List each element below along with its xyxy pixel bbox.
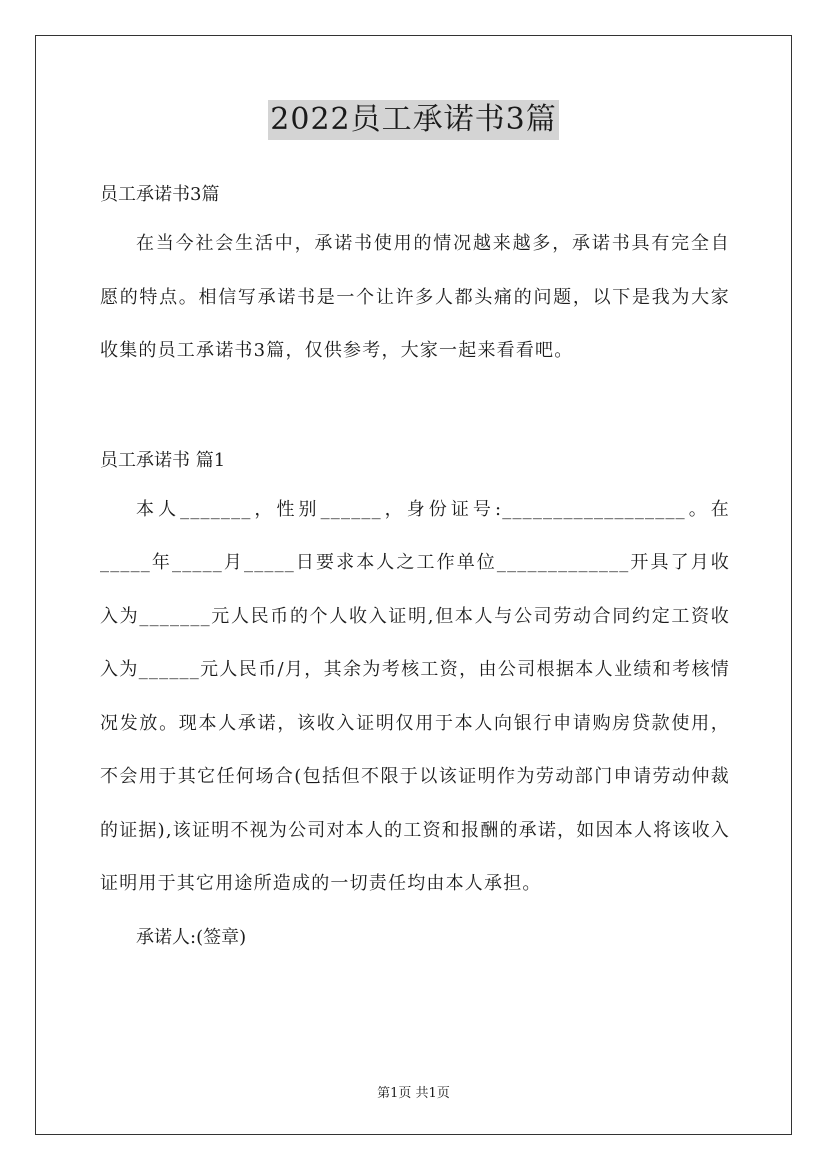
document-title: 2022员工承诺书3篇 — [268, 100, 558, 140]
document-body — [100, 172, 730, 965]
body-paragraph: 本人_______，性别______，身份证号:__________________。在_____年_____月_____日要求本人之工作单位_____________开具了月收入为_______元人民币的个人收入证明,但本人与公司劳动合同约定工资收入为______元人民币/月，其余为考核工资，由公司根据本人业绩和考核情况发放。现本人承诺，该收入证明仅用于本人向银行申请购房贷款使用，不会用于其它任何场合(包括但不限于以该证明作为劳动部门申请劳动仲裁的证据),该证明不视为公司对本人的工资和报酬的承诺，如因本人将该收入证明用于其它用途所造成的一切责任均由本人承担。 — [100, 498, 730, 894]
page-footer: 第1页 共1页 — [377, 1086, 450, 1101]
document-title-wrap — [0, 100, 827, 140]
section-heading: 员工承诺书 篇1 — [100, 449, 226, 471]
spacer — [100, 378, 730, 438]
intro-paragraph: 在当今社会生活中，承诺书使用的情况越来越多，承诺书具有完全自愿的特点。相信写承诺书是一个让许多人都头痛的问题，以下是我为大家收集的员工承诺书3篇，仅供参考，大家一起来看看吧。 — [100, 233, 730, 361]
document-subtitle: 员工承诺书3篇 — [100, 184, 220, 205]
signature-line: 承诺人:(签章) — [136, 926, 247, 948]
